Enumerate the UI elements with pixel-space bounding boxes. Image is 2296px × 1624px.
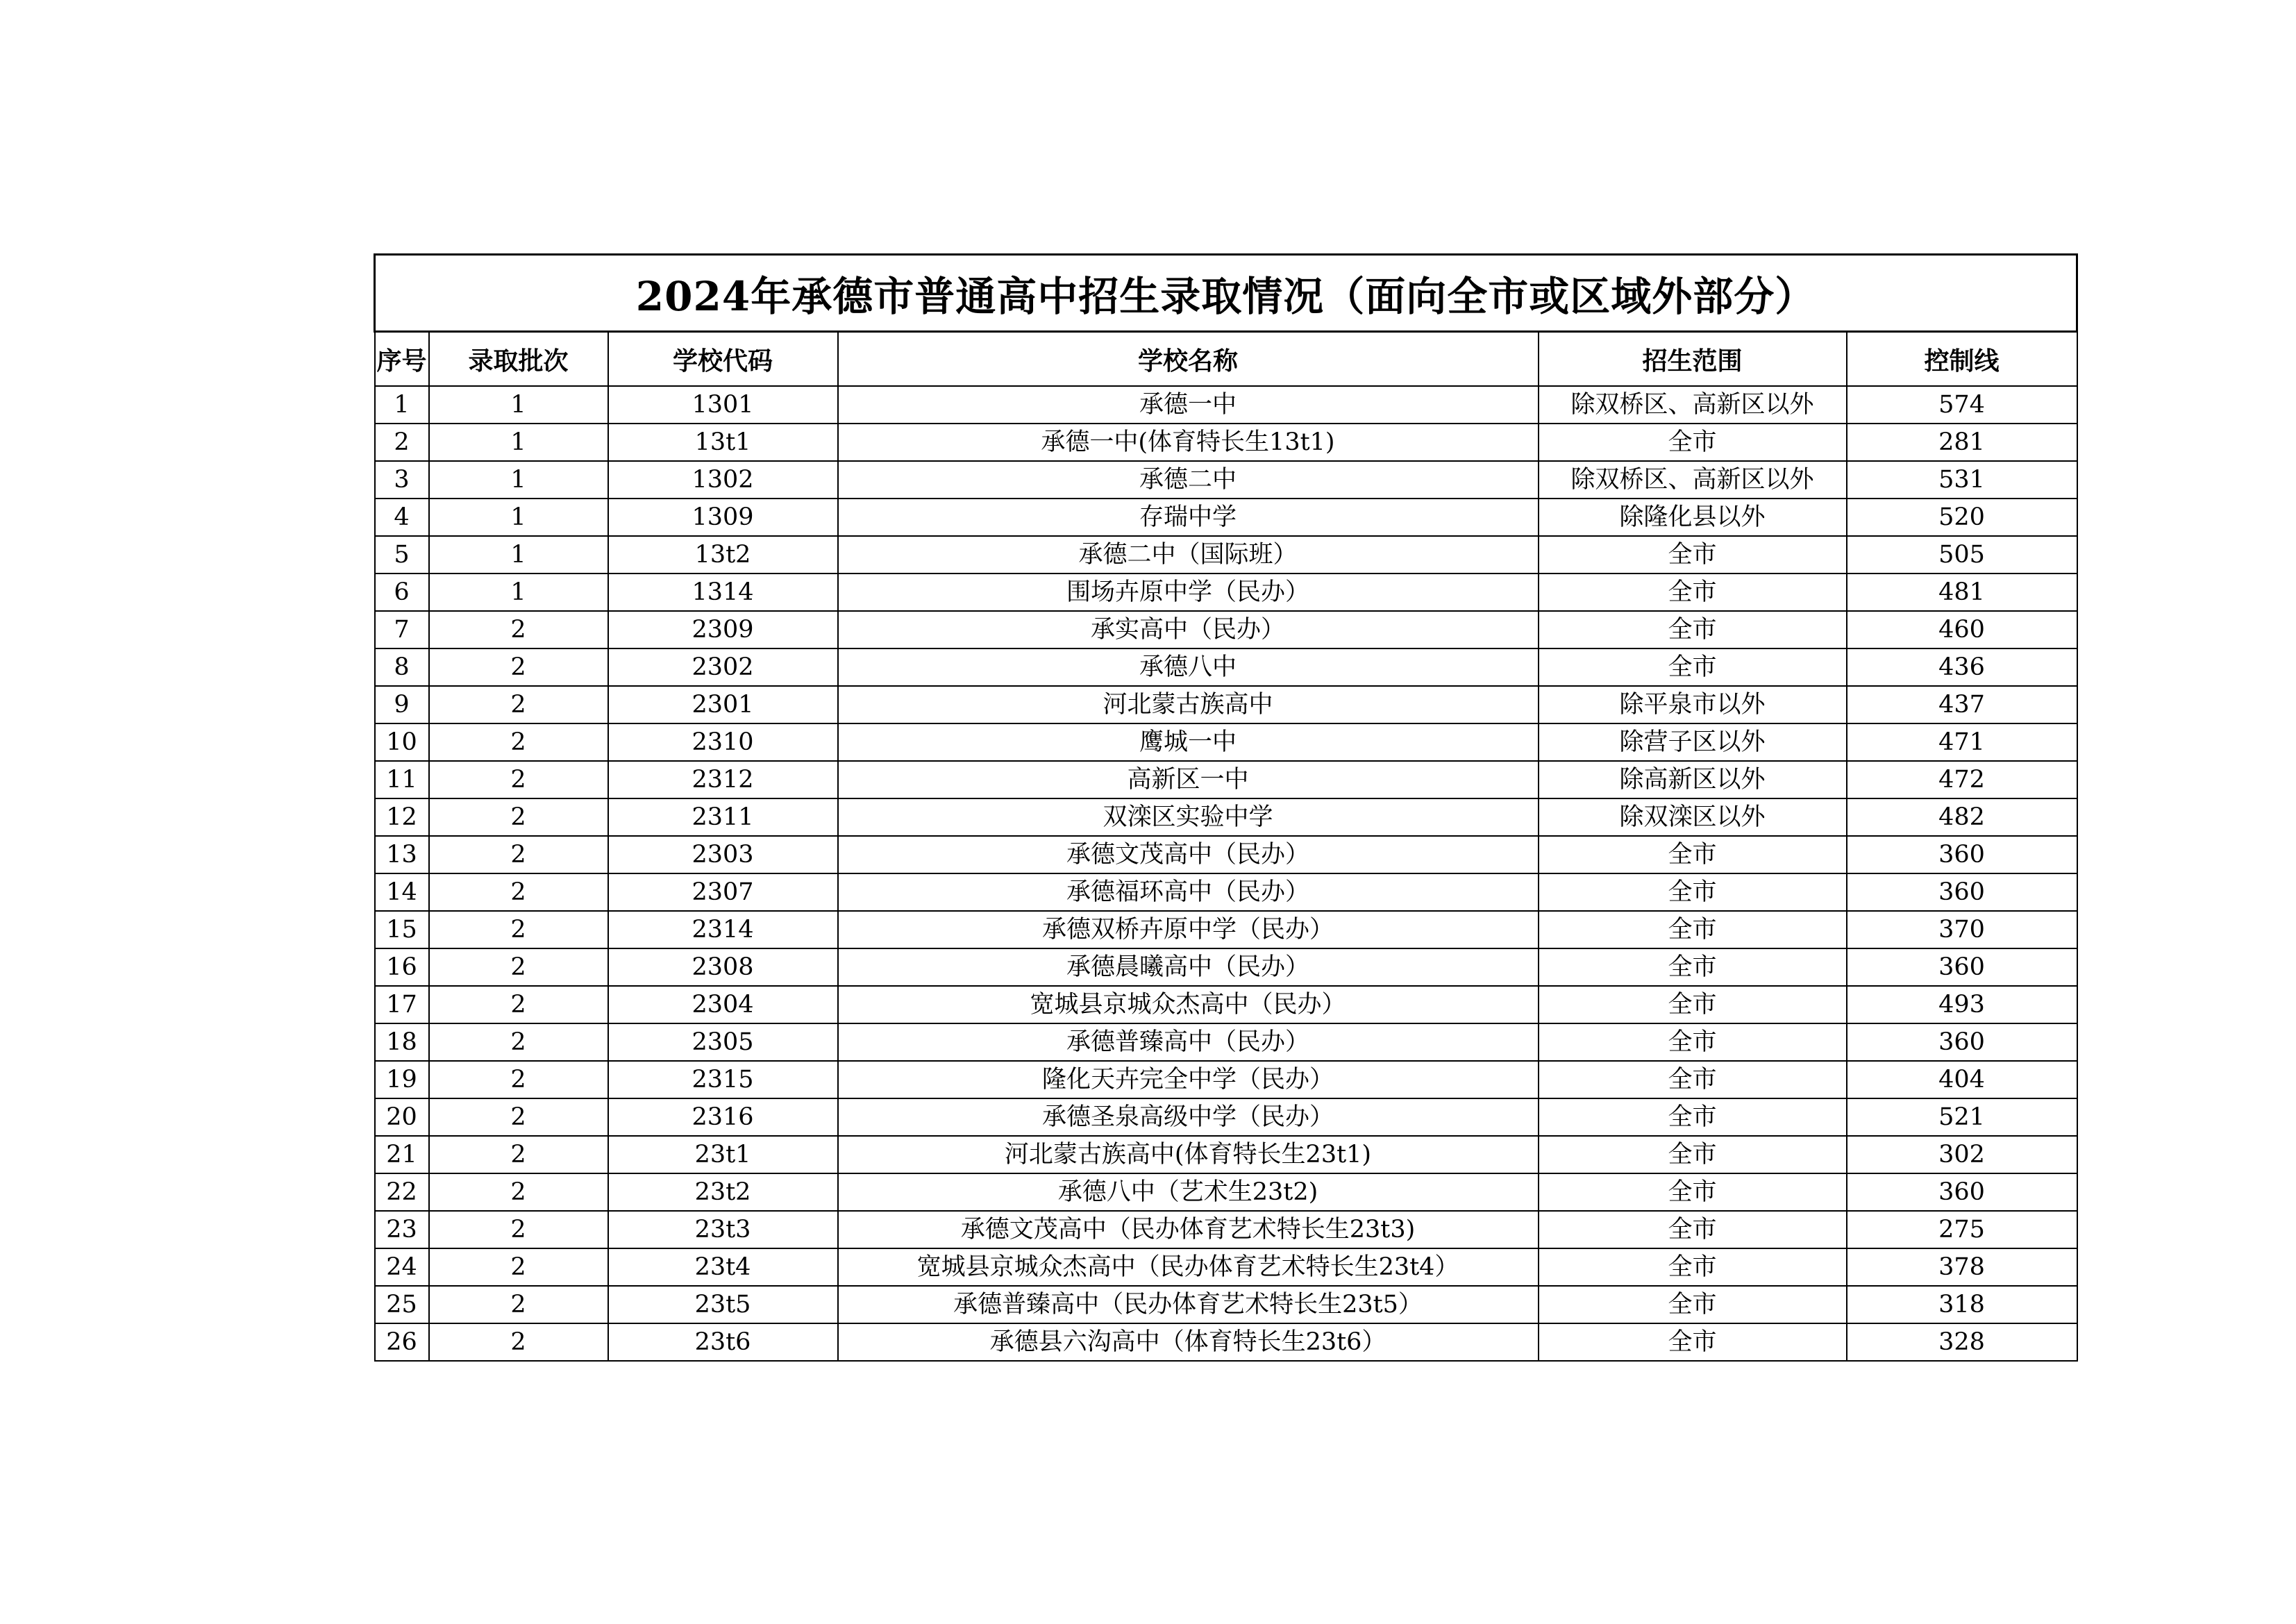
header-index: 序号 xyxy=(375,332,429,387)
table-row xyxy=(375,1098,2077,1136)
header-batch: 录取批次 xyxy=(429,332,608,387)
cell-cutoff-score: 378 xyxy=(1847,1248,2077,1286)
table-row xyxy=(375,986,2077,1023)
table-row xyxy=(375,611,2077,648)
cell-school-code: 2310 xyxy=(608,723,838,761)
table-row xyxy=(375,686,2077,723)
cell-enrollment-scope: 除平泉市以外 xyxy=(1539,686,1847,723)
cell-batch: 2 xyxy=(429,648,608,686)
cell-school-code: 1301 xyxy=(608,386,838,424)
cell-school-code: 2309 xyxy=(608,611,838,648)
cell-school-name: 承德文茂高中（民办体育艺术特长生23t3) xyxy=(838,1211,1539,1248)
cell-index: 22 xyxy=(375,1173,429,1211)
cell-school-name: 宽城县京城众杰高中（民办） xyxy=(838,986,1539,1023)
cell-cutoff-score: 574 xyxy=(1847,386,2077,424)
header-school-name: 学校名称 xyxy=(838,332,1539,387)
table-row xyxy=(375,761,2077,798)
table-row xyxy=(375,1136,2077,1173)
cell-index: 14 xyxy=(375,873,429,911)
cell-school-name: 存瑞中学 xyxy=(838,499,1539,536)
cell-school-name: 河北蒙古族高中(体育特长生23t1) xyxy=(838,1136,1539,1173)
cell-batch: 2 xyxy=(429,1023,608,1061)
cell-school-code: 2315 xyxy=(608,1061,838,1098)
cell-batch: 2 xyxy=(429,1061,608,1098)
cell-enrollment-scope: 全市 xyxy=(1539,1136,1847,1173)
cell-index: 13 xyxy=(375,836,429,873)
table-row xyxy=(375,424,2077,461)
cell-enrollment-scope: 全市 xyxy=(1539,1023,1847,1061)
table-row xyxy=(375,574,2077,611)
cell-cutoff-score: 360 xyxy=(1847,1023,2077,1061)
cell-enrollment-scope: 全市 xyxy=(1539,1211,1847,1248)
cell-index: 9 xyxy=(375,686,429,723)
cell-enrollment-scope: 全市 xyxy=(1539,836,1847,873)
cell-school-name: 承德福环高中（民办） xyxy=(838,873,1539,911)
cell-cutoff-score: 436 xyxy=(1847,648,2077,686)
cell-batch: 2 xyxy=(429,1323,608,1361)
cell-cutoff-score: 531 xyxy=(1847,461,2077,499)
cell-batch: 2 xyxy=(429,1098,608,1136)
cell-batch: 2 xyxy=(429,948,608,986)
table-row xyxy=(375,873,2077,911)
cell-school-name: 鹰城一中 xyxy=(838,723,1539,761)
cell-batch: 2 xyxy=(429,873,608,911)
cell-cutoff-score: 505 xyxy=(1847,536,2077,574)
cell-index: 15 xyxy=(375,911,429,948)
cell-batch: 2 xyxy=(429,761,608,798)
cell-school-code: 2304 xyxy=(608,986,838,1023)
cell-school-code: 2314 xyxy=(608,911,838,948)
cell-school-name: 隆化天卉完全中学（民办） xyxy=(838,1061,1539,1098)
cell-school-code: 23t2 xyxy=(608,1173,838,1211)
table-row xyxy=(375,1286,2077,1323)
cell-index: 10 xyxy=(375,723,429,761)
table-row xyxy=(375,536,2077,574)
table-body xyxy=(375,386,2077,1361)
cell-batch: 2 xyxy=(429,836,608,873)
cell-school-code: 1309 xyxy=(608,499,838,536)
cell-cutoff-score: 360 xyxy=(1847,836,2077,873)
cell-school-code: 2311 xyxy=(608,798,838,836)
cell-enrollment-scope: 全市 xyxy=(1539,1098,1847,1136)
cell-index: 2 xyxy=(375,424,429,461)
header-school-code: 学校代码 xyxy=(608,332,838,387)
cell-cutoff-score: 281 xyxy=(1847,424,2077,461)
cell-batch: 2 xyxy=(429,1286,608,1323)
cell-school-name: 承德一中 xyxy=(838,386,1539,424)
cell-school-name: 承实高中（民办） xyxy=(838,611,1539,648)
cell-school-code: 2303 xyxy=(608,836,838,873)
cell-school-name: 承德二中（国际班） xyxy=(838,536,1539,574)
table-row xyxy=(375,1173,2077,1211)
cell-batch: 2 xyxy=(429,911,608,948)
cell-batch: 2 xyxy=(429,723,608,761)
cell-batch: 1 xyxy=(429,536,608,574)
cell-school-code: 2305 xyxy=(608,1023,838,1061)
cell-index: 8 xyxy=(375,648,429,686)
table-row xyxy=(375,461,2077,499)
cell-index: 19 xyxy=(375,1061,429,1098)
table-row xyxy=(375,798,2077,836)
cell-school-code: 1302 xyxy=(608,461,838,499)
cell-enrollment-scope: 全市 xyxy=(1539,1323,1847,1361)
cell-enrollment-scope: 除营子区以外 xyxy=(1539,723,1847,761)
cell-school-name: 双滦区实验中学 xyxy=(838,798,1539,836)
cell-school-code: 2308 xyxy=(608,948,838,986)
table-row xyxy=(375,1248,2077,1286)
table-row xyxy=(375,948,2077,986)
title-row xyxy=(375,255,2077,332)
cell-index: 17 xyxy=(375,986,429,1023)
cell-index: 5 xyxy=(375,536,429,574)
cell-enrollment-scope: 除双滦区以外 xyxy=(1539,798,1847,836)
cell-school-name: 承德八中（艺术生23t2) xyxy=(838,1173,1539,1211)
cell-school-name: 承德晨曦高中（民办） xyxy=(838,948,1539,986)
cell-index: 23 xyxy=(375,1211,429,1248)
cell-enrollment-scope: 全市 xyxy=(1539,1286,1847,1323)
cell-enrollment-scope: 全市 xyxy=(1539,911,1847,948)
cell-batch: 2 xyxy=(429,986,608,1023)
cell-enrollment-scope: 全市 xyxy=(1539,611,1847,648)
cell-school-code: 13t2 xyxy=(608,536,838,574)
cell-index: 16 xyxy=(375,948,429,986)
cell-school-code: 2316 xyxy=(608,1098,838,1136)
table-row xyxy=(375,386,2077,424)
cell-school-name: 宽城县京城众杰高中（民办体育艺术特长生23t4） xyxy=(838,1248,1539,1286)
cell-index: 24 xyxy=(375,1248,429,1286)
cell-batch: 1 xyxy=(429,499,608,536)
cell-enrollment-scope: 全市 xyxy=(1539,948,1847,986)
cell-enrollment-scope: 全市 xyxy=(1539,574,1847,611)
cell-cutoff-score: 360 xyxy=(1847,1173,2077,1211)
header-cutoff-score: 控制线 xyxy=(1847,332,2077,387)
cell-school-code: 23t4 xyxy=(608,1248,838,1286)
cell-cutoff-score: 521 xyxy=(1847,1098,2077,1136)
table-row xyxy=(375,723,2077,761)
table-row xyxy=(375,648,2077,686)
cell-school-name: 承德文茂高中（民办） xyxy=(838,836,1539,873)
cell-cutoff-score: 318 xyxy=(1847,1286,2077,1323)
table-row xyxy=(375,1211,2077,1248)
cell-school-name: 承德八中 xyxy=(838,648,1539,686)
cell-batch: 1 xyxy=(429,574,608,611)
table-row xyxy=(375,1061,2077,1098)
cell-batch: 2 xyxy=(429,798,608,836)
cell-batch: 1 xyxy=(429,461,608,499)
cell-school-code: 2302 xyxy=(608,648,838,686)
cell-enrollment-scope: 全市 xyxy=(1539,648,1847,686)
table-row xyxy=(375,1323,2077,1361)
cell-index: 18 xyxy=(375,1023,429,1061)
cell-cutoff-score: 360 xyxy=(1847,948,2077,986)
cell-enrollment-scope: 除隆化县以外 xyxy=(1539,499,1847,536)
cell-school-name: 承德普臻高中（民办） xyxy=(838,1023,1539,1061)
header-enrollment-scope: 招生范围 xyxy=(1539,332,1847,387)
cell-school-code: 13t1 xyxy=(608,424,838,461)
table-row xyxy=(375,911,2077,948)
cell-batch: 2 xyxy=(429,1136,608,1173)
cell-cutoff-score: 437 xyxy=(1847,686,2077,723)
cell-index: 21 xyxy=(375,1136,429,1173)
cell-cutoff-score: 328 xyxy=(1847,1323,2077,1361)
cell-enrollment-scope: 全市 xyxy=(1539,1173,1847,1211)
cell-enrollment-scope: 除高新区以外 xyxy=(1539,761,1847,798)
cell-cutoff-score: 493 xyxy=(1847,986,2077,1023)
cell-index: 26 xyxy=(375,1323,429,1361)
cell-cutoff-score: 275 xyxy=(1847,1211,2077,1248)
cell-school-code: 23t1 xyxy=(608,1136,838,1173)
cell-cutoff-score: 482 xyxy=(1847,798,2077,836)
cell-school-code: 23t5 xyxy=(608,1286,838,1323)
cell-index: 6 xyxy=(375,574,429,611)
cell-school-code: 2312 xyxy=(608,761,838,798)
cell-school-name: 河北蒙古族高中 xyxy=(838,686,1539,723)
table-row xyxy=(375,499,2077,536)
cell-school-code: 1314 xyxy=(608,574,838,611)
cell-index: 4 xyxy=(375,499,429,536)
cell-cutoff-score: 370 xyxy=(1847,911,2077,948)
table-row xyxy=(375,836,2077,873)
cell-index: 12 xyxy=(375,798,429,836)
cell-index: 25 xyxy=(375,1286,429,1323)
cell-school-code: 2301 xyxy=(608,686,838,723)
cell-batch: 2 xyxy=(429,686,608,723)
cell-cutoff-score: 302 xyxy=(1847,1136,2077,1173)
cell-school-name: 承德普臻高中（民办体育艺术特长生23t5） xyxy=(838,1286,1539,1323)
cell-cutoff-score: 360 xyxy=(1847,873,2077,911)
cell-enrollment-scope: 全市 xyxy=(1539,536,1847,574)
cell-enrollment-scope: 全市 xyxy=(1539,1061,1847,1098)
admission-table xyxy=(374,253,2078,1362)
cell-cutoff-score: 481 xyxy=(1847,574,2077,611)
cell-school-name: 高新区一中 xyxy=(838,761,1539,798)
table-title: 2024年承德市普通高中招生录取情况（面向全市或区域外部分） xyxy=(375,255,2077,332)
cell-enrollment-scope: 全市 xyxy=(1539,1248,1847,1286)
table-row xyxy=(375,1023,2077,1061)
cell-index: 3 xyxy=(375,461,429,499)
cell-cutoff-score: 472 xyxy=(1847,761,2077,798)
cell-enrollment-scope: 全市 xyxy=(1539,873,1847,911)
cell-school-name: 承德圣泉高级中学（民办） xyxy=(838,1098,1539,1136)
cell-index: 20 xyxy=(375,1098,429,1136)
cell-school-name: 承德县六沟高中（体育特长生23t6） xyxy=(838,1323,1539,1361)
cell-enrollment-scope: 全市 xyxy=(1539,424,1847,461)
cell-enrollment-scope: 除双桥区、高新区以外 xyxy=(1539,386,1847,424)
cell-school-code: 23t3 xyxy=(608,1211,838,1248)
cell-school-code: 2307 xyxy=(608,873,838,911)
cell-cutoff-score: 460 xyxy=(1847,611,2077,648)
cell-school-code: 23t6 xyxy=(608,1323,838,1361)
cell-school-name: 承德双桥卉原中学（民办） xyxy=(838,911,1539,948)
cell-school-name: 围场卉原中学（民办） xyxy=(838,574,1539,611)
cell-index: 11 xyxy=(375,761,429,798)
cell-cutoff-score: 404 xyxy=(1847,1061,2077,1098)
cell-index: 1 xyxy=(375,386,429,424)
cell-batch: 1 xyxy=(429,386,608,424)
cell-enrollment-scope: 除双桥区、高新区以外 xyxy=(1539,461,1847,499)
cell-batch: 1 xyxy=(429,424,608,461)
cell-index: 7 xyxy=(375,611,429,648)
cell-school-name: 承德一中(体育特长生13t1) xyxy=(838,424,1539,461)
cell-school-name: 承德二中 xyxy=(838,461,1539,499)
cell-batch: 2 xyxy=(429,1173,608,1211)
cell-cutoff-score: 520 xyxy=(1847,499,2077,536)
cell-enrollment-scope: 全市 xyxy=(1539,986,1847,1023)
cell-batch: 2 xyxy=(429,611,608,648)
cell-batch: 2 xyxy=(429,1211,608,1248)
cell-cutoff-score: 471 xyxy=(1847,723,2077,761)
cell-batch: 2 xyxy=(429,1248,608,1286)
header-row xyxy=(375,332,2077,387)
